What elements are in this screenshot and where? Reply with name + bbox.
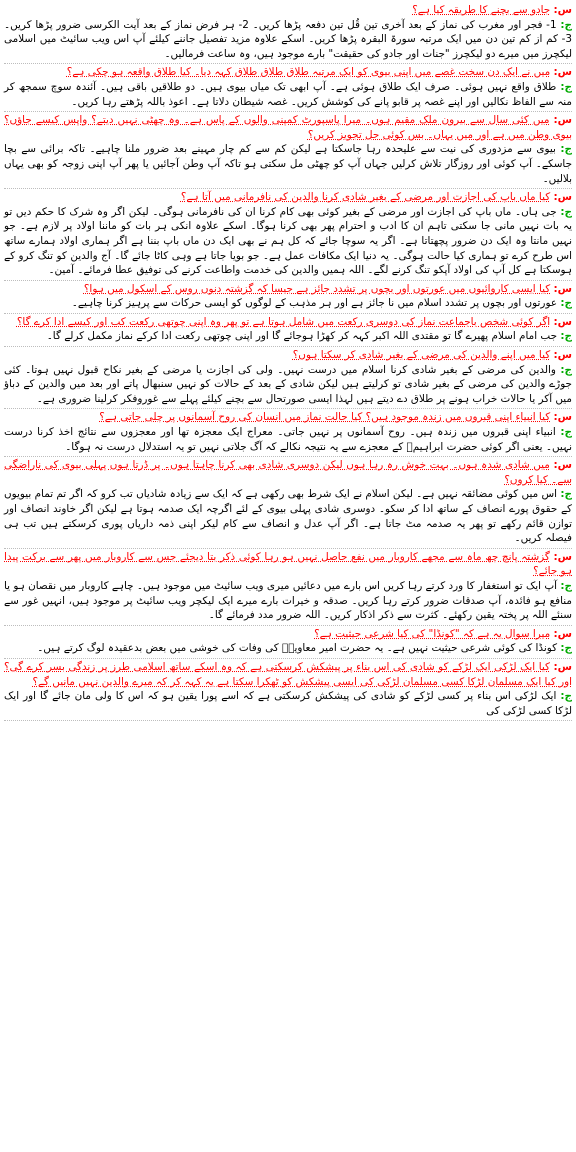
question <box>4 113 572 142</box>
answer-text: ایک لڑکی اس بناء پر کسی لڑکے کو شادی کی پیشکش کرسکتی ہے کہ اسے پورا یقین ہو کہ اس کا ولی مان جائے گا اور ایک لڑکا کسی لڑکی کی <box>4 690 572 717</box>
qa-item-6 <box>4 314 572 347</box>
question-text: میرا سوال یہ ہے کہ "کونڈا" کی کیا شرعی حیثیت ہے؟ <box>314 627 551 640</box>
answer <box>4 689 572 718</box>
qa-item-9 <box>4 457 572 549</box>
answer-label: ج: <box>560 642 572 655</box>
question-text: میں کئی سال سے بیرون ملک مقیم ہوں۔ میرا پاسپورٹ کمپنی والوں کے پاس ہے۔ وہ چھٹی نہیں دیتے؟ واپس کیسے جاؤں؟ بیوی وطن میں ہے اور میں یہاں۔ بس کوئی حل تجویز کریں؟ <box>4 114 572 141</box>
question-text: کیا ماں باپ کی اجازت اور مرضی کے بغیر شادی کرنا والدین کی نافرمانی میں آتا ہے؟ <box>180 191 551 204</box>
question-label: س: <box>553 411 572 424</box>
answer-label: ج: <box>560 579 572 592</box>
qa-item-11 <box>4 626 572 659</box>
question-label: س: <box>553 191 572 204</box>
question-text: کیا میں اپنے والدین کی مرضی کے بغیر شادی کر سکتا ہوں؟ <box>292 349 551 362</box>
answer <box>4 18 572 62</box>
question-label: س: <box>553 4 572 16</box>
qa-item-1 <box>4 2 572 64</box>
qa-item-7 <box>4 347 572 409</box>
question-label: س: <box>553 550 572 563</box>
question-text: میں شادی شدہ ہوں۔ بہت خوش رہ رہا ہوں لیکن دوسری شادی بھی کرنا چاہتا ہوں۔ پر ڈرتا ہوں پہلی بیوی کی ناراضگی سے۔ کیا کروں؟ <box>4 459 572 486</box>
answer-text: جب امام اسلام پھیرے گا تو مقتدی اللہ اکبر کہہ کر کھڑا ہوجائے گا اور اپنی چوتھی رکعت ادا کرکے نماز مکمل کرلے گا۔ <box>46 330 558 343</box>
qa-item-2 <box>4 64 572 112</box>
question-label: س: <box>553 459 572 472</box>
question-text: کیا ایک لڑکی ایک لڑکے کو شادی کی اس بناء پر پیشکش کرسکتی ہے کہ وہ اسکے ساتھ اسلامی طرز پر زندگی بسر کرے گی؟ اور کیا ایک مسلمان لڑکا کسی مسلمان لڑکی کی ایسی پیشکش کو ٹھکرا سکتا ہے یہ کہہ کر کہ میرے والدین نہیں مانیں گے؟ <box>4 660 572 688</box>
answer-label: ج: <box>560 363 572 376</box>
question-text: جادو سے بچنے کا طریقہ کیا ہے؟ <box>412 4 551 16</box>
answer-label: ج: <box>560 143 572 156</box>
qa-item-5 <box>4 281 572 314</box>
question-text: کیا ایسی کاروائیوں میں عورتوں اور بچوں پر تشدد جائز ہے جیسا کہ گزشتہ دنوں روس کے اسکول میں ہوا؟ <box>83 282 551 295</box>
answer-label: ج: <box>560 297 572 310</box>
answer-label: ج: <box>560 80 572 93</box>
question <box>4 348 572 363</box>
answer-text: آپ ایک تو استغفار کا ورد کرتے رہا کریں اس بارے میں دعائیں میری ویب سائیٹ میں موجود ہیں۔ چاہے کاروبار میں نقصان ہو یا منافع ہو فائدہ، آپ صدقات ضرور کرتے رہا کریں۔ صدقہ و خیرات بارے میرے ایک لیکچر ویب سائیٹ پر موجود ہیں، انہیں غور سے سنئے اللہ پر پختہ یقین رکھئے۔ کثرت سے ذکر اذکار کریں۔ اللہ ضرور مدد فرمائے گا۔ <box>4 579 572 622</box>
question-text: میں نے ایک دن سخت غصے میں اپنی بیوی کو ایک مرتبہ طلاق طلاق طلاق کہہ دیا۔ کیا طلاق واقعہ ہو چکی ہے؟ <box>66 66 551 79</box>
answer <box>4 487 572 545</box>
qa-item-12 <box>4 659 572 721</box>
answer <box>4 205 572 278</box>
question <box>4 282 572 297</box>
answer-text: انبیاء اپنی قبروں میں زندہ ہیں۔ روح آسمانوں پر نہیں جاتی۔ معراج ایک معجزہ تھا اور معجزوں سے نتائج اخذ کرنا درست نہیں۔ یعنی اگر کوئی حضرت ابراہیمؑ کے معجزے سے یہ نتیجہ نکالے کہ آگ جلاتی نہیں تو یہ استدلال درست نہ ہوگا۔ <box>4 426 572 453</box>
answer-label: ج: <box>560 426 572 439</box>
answer-label: ج: <box>560 488 572 501</box>
question <box>4 3 572 18</box>
question <box>4 660 572 689</box>
answer <box>4 329 572 344</box>
question <box>4 550 572 579</box>
question-text: کیا انبیاء اپنی قبروں میں زندہ موجود ہیں؟ کیا حالت نماز میں انسان کی روح آسمانوں پر چلی جاتی ہے؟ <box>99 411 551 424</box>
answer-text: اس میں کوئی مضائقہ نہیں ہے۔ لیکن اسلام نے ایک شرط بھی رکھی ہے کہ ایک سے زیادہ شادیاں تب کرو کہ اگر تم تمام بیویوں کے حقوق پورے انصاف کے ساتھ ادا کر سکو۔ دوسری شادی پہلی بیوی کے لئے اگرچہ ایک صدمہ ہوتا ہے لیکن اگر خاوند انصاف اور توازن قائم رکھے تو پھر یہ صدمہ مٹ جاتا ہے۔ اگر آپ عدل و انصاف سے کام لیکر اپنی ذمہ داریاں پوری کرسکتے ہیں تب ہی فیصلہ کریں۔ <box>4 488 572 545</box>
question-label: س: <box>553 660 572 673</box>
qa-item-3 <box>4 112 572 189</box>
answer-text: جی ہاں۔ ماں باپ کی اجازت اور مرضی کے بغیر کوئی بھی کام کرنا ان کی نافرمانی ہوگی۔ لیکن اگر وہ شرک کا حکم دیں تو یہ بات نہیں مانی جا سکتی تاہم ان کا ادب و احترام پھر بھی کرنا ہوگا۔ اسکے علاوہ انکی ہر بات کو ماننا اولاد پر لازم ہے۔ جو نہیں مانتا وہ ایک دن ضرور پچھتاتا ہے۔ اگر یہ سوچا جائے کہ کل ہم نے بھی ایک دن ماں باپ بننا ہے اگر ہماری اولاد ہمارے ساتھ اس طرح کرے تو ہماری کیا حالت ہوگی۔ یہ دنیا ایک مکافات عمل ہے۔ جو بویا جاتا ہے وہی کاٹا جائے گا۔ آج والدین کو تنگ کرو کے ہوسکتا ہے کل آپ کی اولاد آپکو تنگ کرنے لگے۔ اللہ ہمیں والدین کی خدمت واطاعت کرنے کی توفیق عطا فرمائے۔ آمین۔ <box>4 205 572 277</box>
qa-item-4 <box>4 189 572 281</box>
answer-text: بیوی سے مزدوری کی نیت سے علیحدہ رہا جاسکتا ہے لیکن کم سے کم چار مہینے بعد ضرور ملنا چاہیے۔ تاکہ برائی سے بچا جاسکے۔ آپ کوئی اور روزگار تلاش کرلیں جہاں آپ کو چھٹی مل سکتی ہو تاکہ آپ وطن آجائیں یا پھر آپ اپنی زوجہ کو بھی یہاں بلالیں۔ <box>4 143 572 185</box>
answer <box>4 641 572 656</box>
answer <box>4 425 572 454</box>
answer-text: کونڈا کی کوئی شرعی حیثیت نہیں ہے۔ یہ حضرت امیر معاویہؓ کی وفات کی خوشی میں بعض بدعقیدہ لوگ کرتے ہیں۔ <box>37 642 558 655</box>
answer-text: طلاق واقع نہیں ہوئی۔ صرف ایک طلاق ہوئی ہے۔ آپ ابھی تک میاں بیوی ہیں۔ دو طلاقیں باقی ہیں۔ آئندہ سوچ سمجھ کر منہ سے الفاظ نکالیں اور اپنے غصہ پر قابو پانے کی کوشش کریں۔ غصہ شیطان دلاتا ہے۔ اعوذ باللہ پڑھتے رہا کریں۔ <box>4 80 572 108</box>
question <box>4 458 572 487</box>
answer <box>4 579 572 623</box>
answer <box>4 80 572 109</box>
question <box>4 627 572 642</box>
answer-label: ج: <box>560 18 572 31</box>
answer-text: 1- فجر اور مغرب کی نماز کے بعد آخری تین قُل تین دفعہ پڑھا کریں۔ 2- ہر فرض نماز کے بعد آیت الکرسی ضرور پڑھا کریں۔ 3- کم از کم تین دن میں ایک مرتبہ سورۃ البقرہ پڑھا کریں۔ اسکے علاوہ مزید تفصیل جاننے کیلئے آپ اس ویب سائیٹ میں اسلامی لیکچرز میں میرے دو لیکچرز "جنات اور جادو کی حقیقت" بارے موجود ہیں، وہ ساعت فرمالیں۔ <box>4 18 572 60</box>
answer-text: عورتوں اور بچوں پر تشدد اسلام میں نا جائز ہے اور ہر مذہب کے لوگوں کو ایسی حرکات سے پرہیز کرنا چاہیے۔ <box>71 297 558 310</box>
question-label: س: <box>553 66 572 79</box>
question-label: س: <box>553 315 572 328</box>
answer <box>4 296 572 311</box>
answer <box>4 142 572 186</box>
qa-item-8 <box>4 409 572 457</box>
question-label: س: <box>553 349 572 362</box>
question <box>4 315 572 330</box>
question-label: س: <box>553 282 572 295</box>
answer-text: والدین کی مرضی کے بغیر شادی کرنا اسلام میں درست نہیں۔ ولی کی اجازت یا مرضی کے بغیر نکاح قبول نہیں ہوتا۔ کئی جوڑے والدین کی مرضی کے بغیر شادی تو کرلیتے ہیں لیکن شادی کے بعد کے حالات کو نہیں سنبھال پاتے اور بعد میں والدین کے دباؤ میں آکر یا حالات خراب ہونے پر طلاق دے دیتے ہیں لہذا ایسی صورتحال سے بچنے کیلئے پہلے سے غوروفکر کرلینا ضروری ہے۔ <box>4 363 572 405</box>
answer-label: ج: <box>560 205 572 218</box>
qa-item-10 <box>4 549 572 626</box>
question-text: اگر کوئی شخص باجماعت نماز کی دوسری رکعت میں شامل ہوتا ہے تو پھر وہ اپنی چوتھی رکعت کب اور کیسے ادا کرے گا؟ <box>16 315 551 328</box>
answer <box>4 363 572 407</box>
question-label: س: <box>553 627 572 640</box>
question <box>4 410 572 425</box>
question-text: گزشتہ پانچ چھ ماہ سے مجھے کاروبار میں نفع حاصل نہیں ہو رہا کوئی ذکر بتا دیجئے جس سے کاروبار میں پھر سے برکت پیدا ہو جائے؟ <box>4 550 572 578</box>
question-label: س: <box>553 114 572 127</box>
question <box>4 65 572 80</box>
answer-label: ج: <box>560 690 572 703</box>
answer-label: ج: <box>560 330 572 343</box>
question <box>4 190 572 205</box>
